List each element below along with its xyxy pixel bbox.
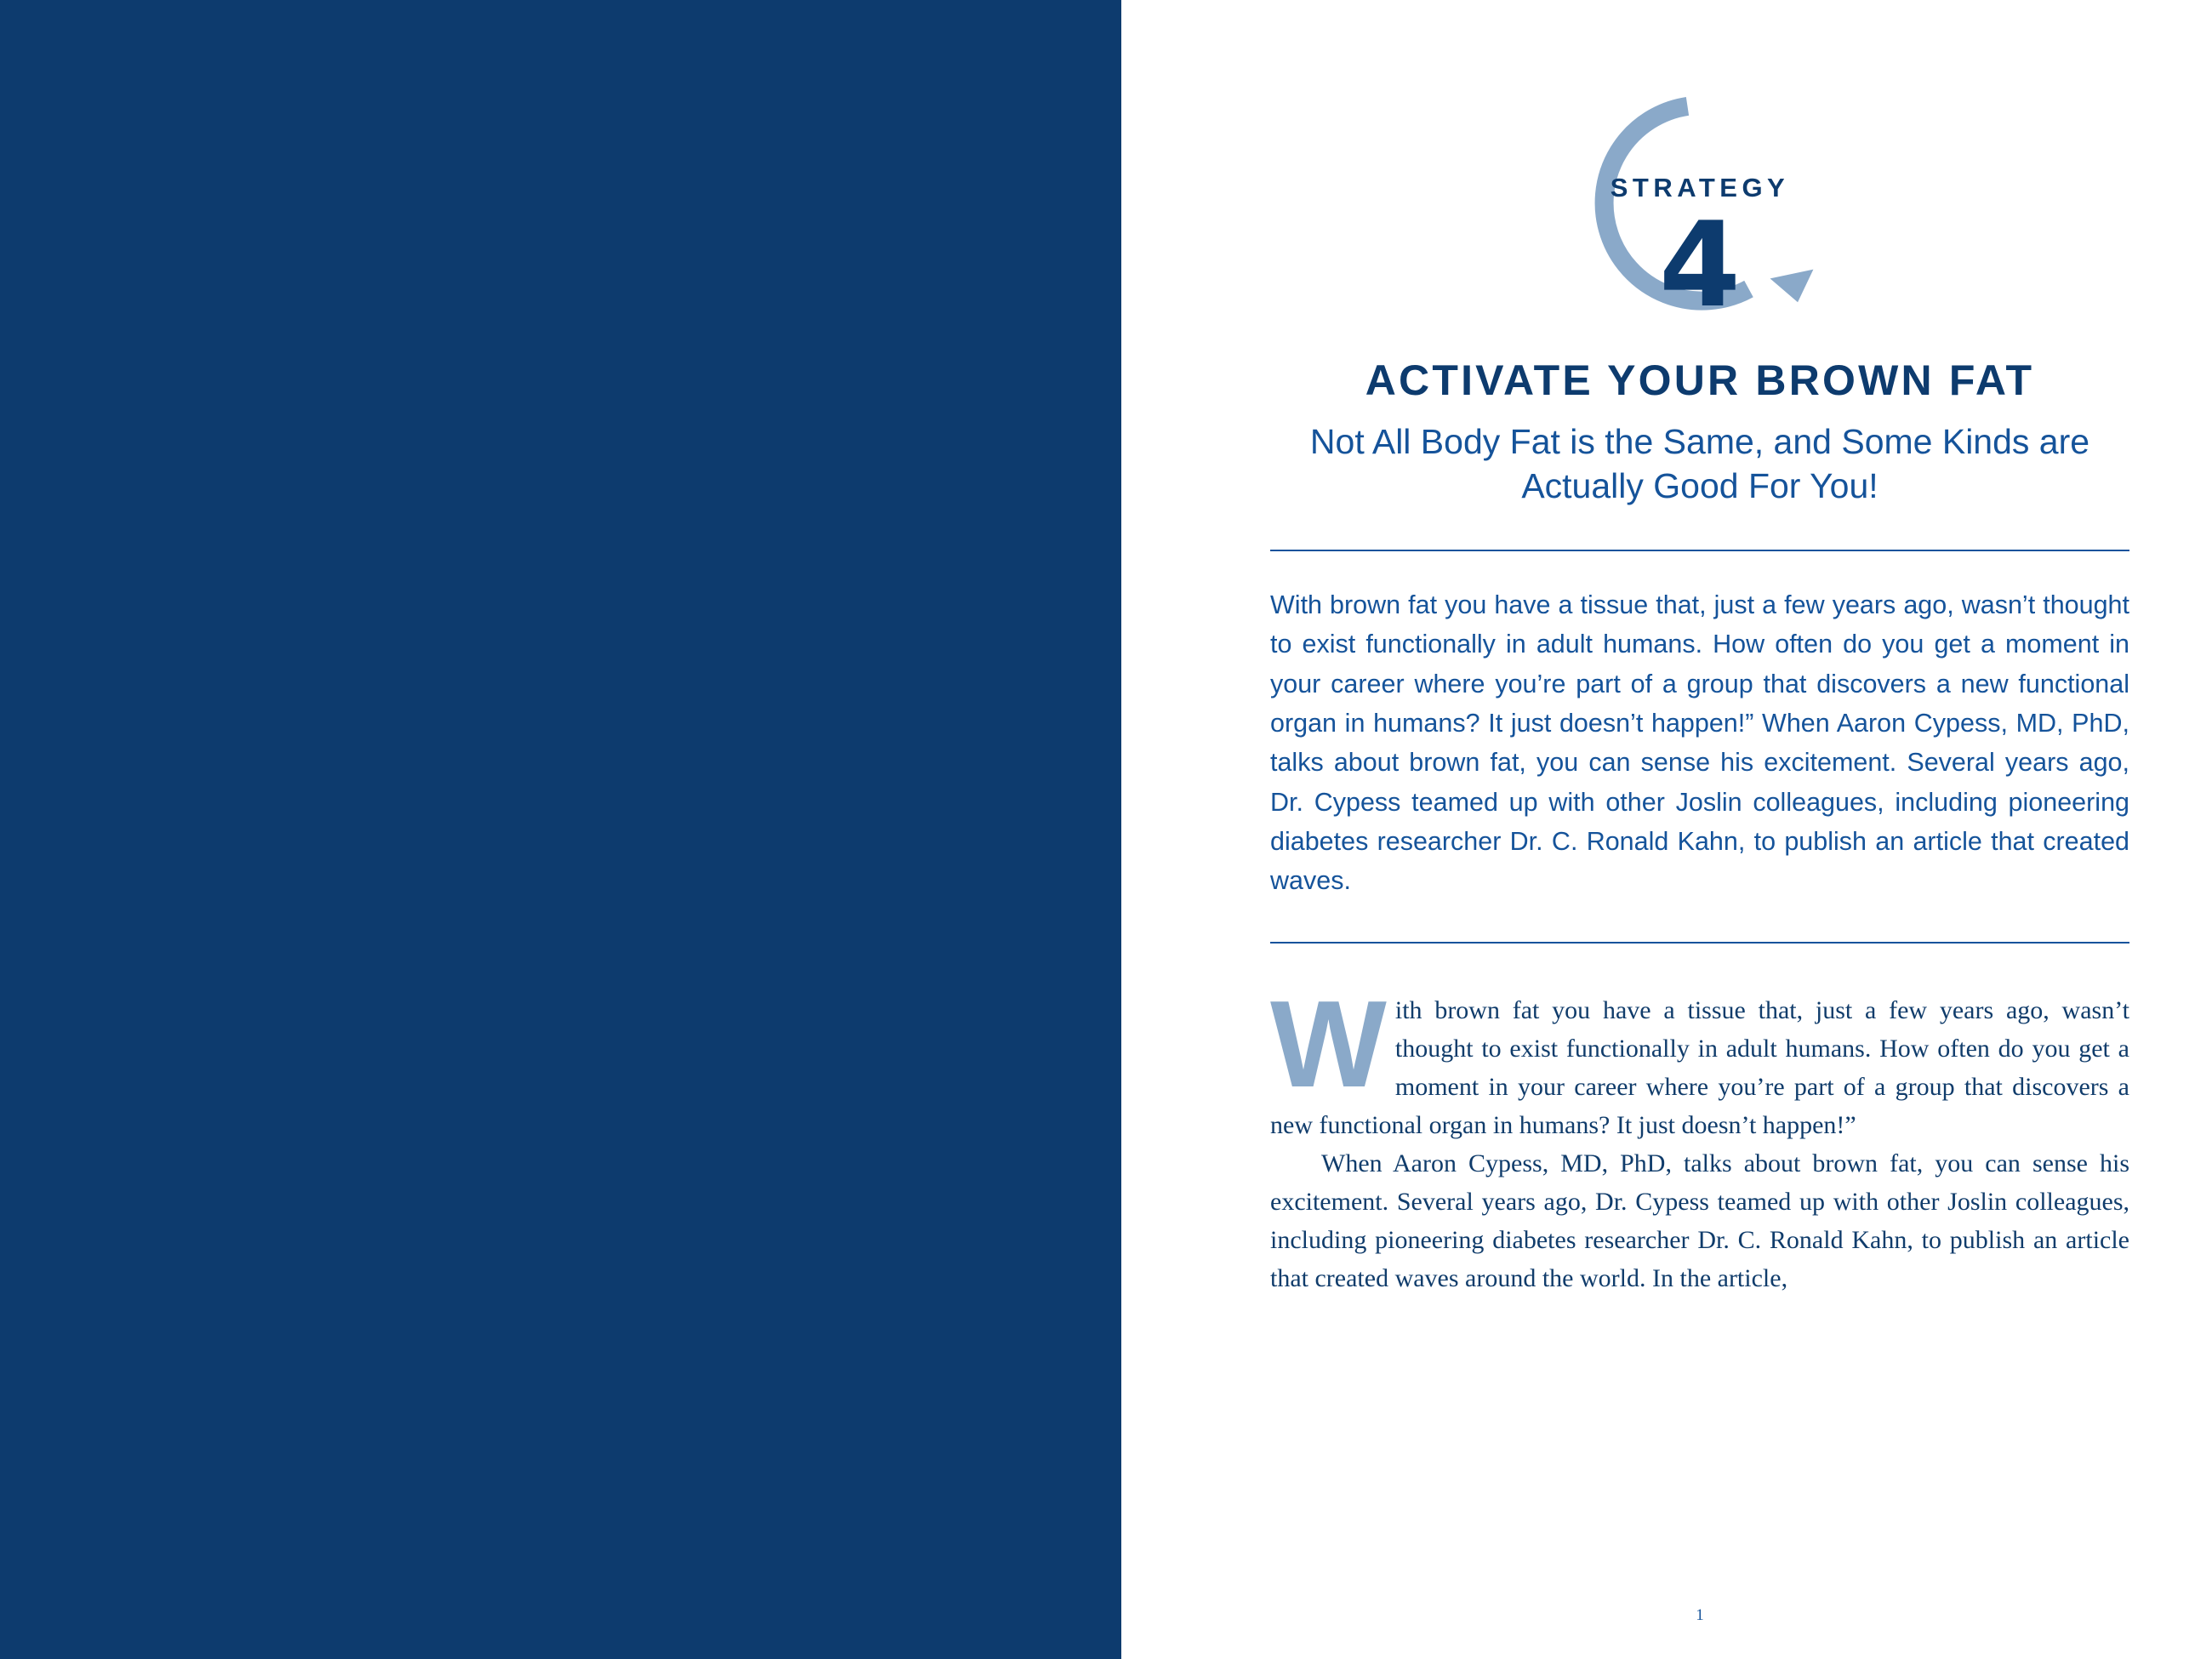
divider-top xyxy=(1270,550,2129,551)
strategy-label: STRATEGY xyxy=(1610,173,1790,202)
body-paragraph-1-text: ith brown fat you have a tissue that, just a few years ago, wasn’t thought to exist functionally in adult humans. How often do you get a moment in your career where you’re part of a group that discovers a new functional organ in humans? It just doesn’t happen!” xyxy=(1270,995,2129,1139)
body-paragraph-2: When Aaron Cypess, MD, PhD, talks about brown fat, you can sense his excitement. Several years ago, Dr. Cypess teamed up with other Joslin colleagues, including pioneering diabetes researcher Dr. C. Ronald Kahn, to publish an article that created waves around the world. In the article, xyxy=(1270,1149,2129,1292)
page-number: 1 xyxy=(1696,1606,1704,1624)
page-content xyxy=(1270,0,2129,1659)
drop-cap: W xyxy=(1270,974,1387,1113)
strategy-number: 4 xyxy=(1658,197,1742,334)
strategy-badge xyxy=(1270,0,2129,357)
body-paragraph-1 xyxy=(1270,974,2129,1144)
divider-bottom xyxy=(1270,942,2129,944)
page-subtitle: Not All Body Fat is the Same, and Some Kinds are Actually Good For You! xyxy=(1309,422,2090,506)
page-title: ACTIVATE YOUR BROWN FAT xyxy=(1365,356,2035,404)
right-page xyxy=(1121,0,2212,1659)
intro-paragraph: With brown fat you have a tissue that, just a few years ago, wasn’t thought to exist functionally in adult humans. How often do you get a moment in your career where you’re part of a group that discovers a new functional organ in humans? It just doesn’t happen!” When Aaron Cypess, MD, PhD, talks about brown fat, you can sense his excitement. Several years ago, Dr. Cypess teamed up with other Joslin colleagues, including pioneering diabetes researcher Dr. C. Ronald Kahn, to publish an article that created waves. xyxy=(1270,590,2129,896)
body-copy xyxy=(1270,974,2129,1297)
